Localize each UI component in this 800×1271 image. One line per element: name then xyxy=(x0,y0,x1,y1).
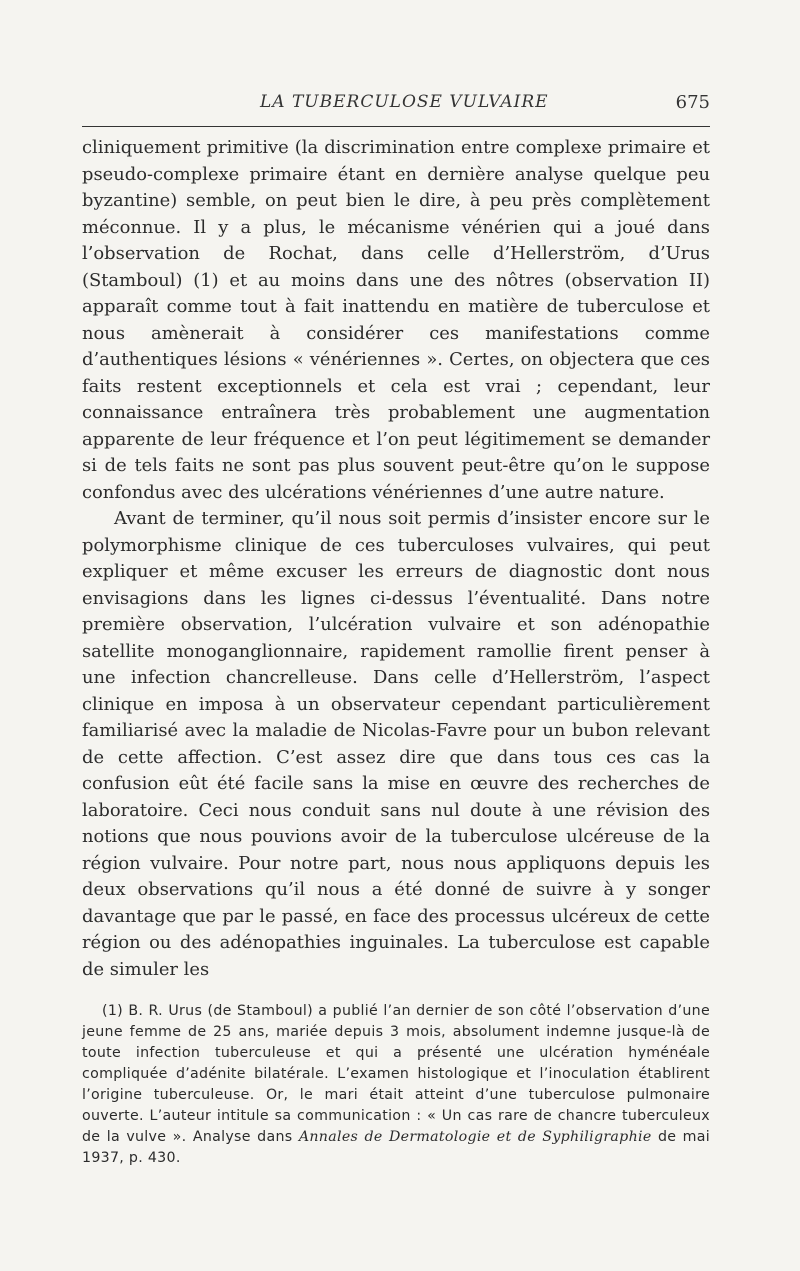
paragraph: cliniquement primitive (la discrimination entre complexe primaire et pseudo-complexe primaire étant en dernière analyse quelque peu byzantine) semble, on peut bien le dire, à peu près complètement méconnue. Il y a plus, le mécanisme vénérien qui a joué dans l’observation de Rochat, dans celle d’Hellerström, d’Urus (Stamboul) (1) et au moins dans une des nôtres (observation II) apparaît comme tout à fait inattendu en matière de tuberculose et nous amènerait à considérer ces manifestations comme d’authentiques lésions « vénériennes ». Certes, on objectera que ces faits restent exceptionnels et cela est vrai ; cependant, leur connaissance entraînera très probablement une augmentation apparente de leur fréquence et l’on peut légitimement se demander si de tels faits ne sont pas plus souvent peut-être qu’on le suppose confondus avec des ulcérations vénériennes d’une autre nature. xyxy=(82,137,710,503)
journal-title-continued: de Syphiligraphie xyxy=(517,1129,652,1145)
journal-connector: et xyxy=(496,1129,512,1145)
header-rule xyxy=(82,126,710,127)
footnote-text: (1) B. R. Urus (de Stamboul) a publié l’an dernier de son côté l’observation d’une jeune femme de 25 ans, mariée depuis 3 mois, absolument indemne jusque-là de toute infection tuberculeuse et qui a présenté une ulcération hyménéale compliquée d’adénite bilatérale. L’examen histologique et l’inoculation établirent l’origine tuberculeuse. Or, le mari était atteint d’une tuberculose pulmonaire ouverte. L’auteur intitule sa communication : « Un cas rare de chancre tuberculeux de la vulve ». Analyse dans xyxy=(82,1003,710,1145)
body-text xyxy=(82,135,710,983)
book-page xyxy=(82,90,710,1169)
footnote xyxy=(82,1001,710,1169)
page-number: 675 xyxy=(675,92,710,113)
running-head xyxy=(82,90,710,120)
paragraph: Avant de terminer, qu’il nous soit permis d’insister encore sur le polymorphisme clinique de ces tuberculoses vulvaires, qui peut expliquer et même excuser les erreurs de diagnostic dont nous envisagions dans les lignes ci-dessus l’éventualité. Dans notre première observation, l’ulcération vulvaire et son adénopathie satellite monoganglionnaire, rapidement ramollie firent penser à une infection chancrelleuse. Dans celle d’Hellerström, l’aspect clinique en imposa à un observateur cependant particulièrement familiarisé avec la maladie de Nicolas-Favre pour un bubon relevant de cette affection. C’est assez dire que dans tous ces cas la confusion eût été facile sans la mise en œuvre des recherches de laboratoire. Ceci nous conduit sans nul doute à une révision des notions que nous pouvions avoir de la tuberculose ulcéreuse de la région vulvaire. Pour notre part, nous nous appliquons depuis les deux observations qu’il nous a été donné de suivre à y songer davantage que par le passé, en face des processus ulcéreux de cette région ou des adénopathies inguinales. La tuberculose est capable de simuler les xyxy=(82,508,710,980)
footnote-citation: de mai 1937, p. 430. xyxy=(82,1129,711,1166)
running-title: LA TUBERCULOSE VULVAIRE xyxy=(260,92,549,112)
journal-title: Annales de Dermatologie xyxy=(298,1129,491,1145)
